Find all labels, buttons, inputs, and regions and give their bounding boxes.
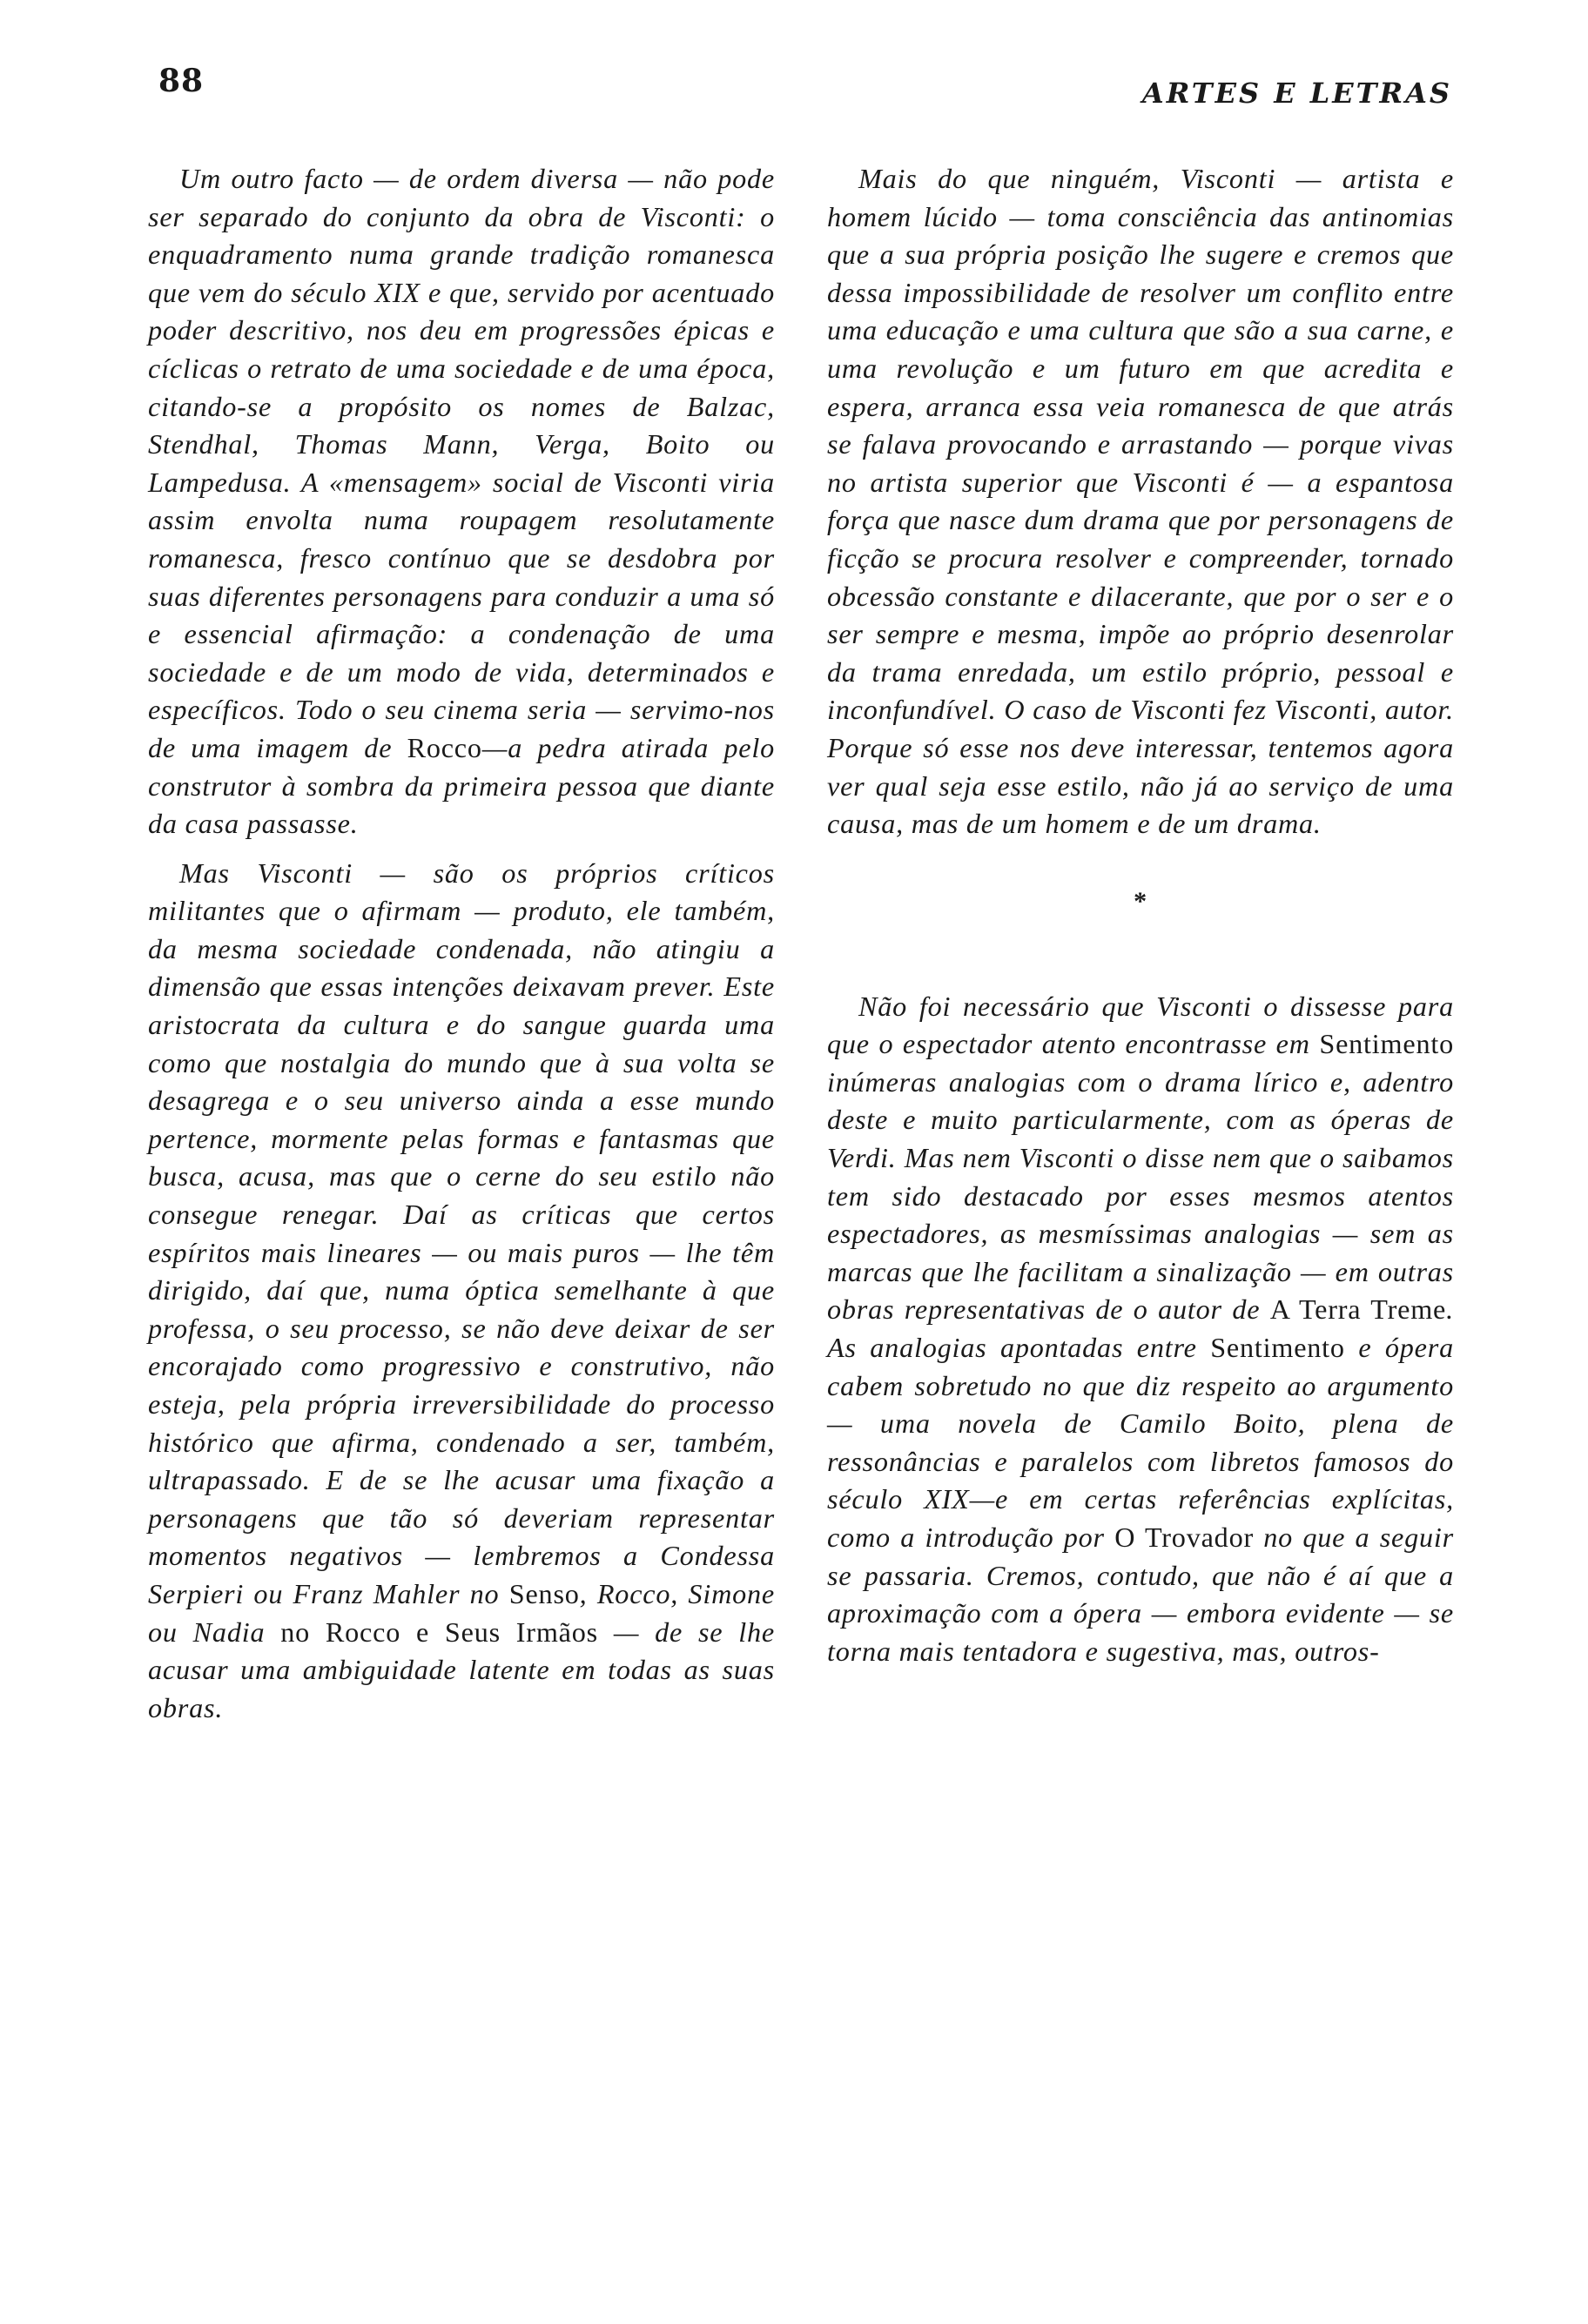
film-title: Rocco <box>407 731 482 763</box>
paragraph <box>148 855 775 1728</box>
text-run: e ópera cabem sobretudo no que diz respeito ao argumento — uma novela de Camilo Boito, plena de ressonâncias e paralelos com libretos famosos do século XIX—e em certas referências explícitas, como a introdução por <box>827 1332 1454 1553</box>
text-run: . As analogias apontadas entre <box>827 1293 1454 1364</box>
page-number: 88 <box>158 63 205 99</box>
film-title: no Rocco e Seus Irmãos <box>280 1615 598 1648</box>
text-run: inúmeras analogias com o drama lírico e, adentro deste e muito particularmente, com as óperas de Verdi. Mas nem Visconti o disse nem que o saibamos tem sido destacado por esses mesmos atentos espectadores, as mesmíssimas analogias — sem as marcas que lhe facilitam a sinalização — em outras obras representativas de o autor de <box>827 1065 1454 1326</box>
section-separator: * <box>1134 886 1147 916</box>
text-run: Um outro facto — de ordem diversa — não pode ser separado do conjunto da obra de Visconti: o enquadramento numa grande tradição romanesca que vem do século XIX e que, servido por acentuado poder descritivo, nos deu em progressões épicas e cíclicas o retrato de uma sociedade e de uma época, citando-se a propósito os nomes de Balzac, Stendhal, Thomas Mann, Verga, Boito ou Lampedusa. A «mensagem» social de Visconti viria assim envolta numa roupagem resolutamente romanesca, fresco contínuo que se desdobra por suas diferentes personagens para conduzir a uma só e essencial afirmação: a condenação de uma sociedade e de um modo de vida, determinados e específicos. Todo o seu cinema seria — servimo-nos de uma imagem de <box>148 163 775 763</box>
running-title: ARTES E LETRAS <box>1141 77 1452 110</box>
text-run: no que a seguir se passaria. Cremos, contudo, que não é aí que a aproximação com a ópera — embora evidente — se torna mais tentadora e sugestiva, mas, outros- <box>827 1521 1454 1667</box>
paragraph <box>148 160 775 843</box>
opera-title: O Trovador <box>1114 1521 1254 1553</box>
left-column <box>148 160 775 1727</box>
paragraph <box>827 988 1454 1671</box>
text-run: Mais do que ninguém, Visconti — artista e homem lúcido — toma consciência das antinomias que a sua própria posição lhe sugere e cremos que dessa impossibilidade de resolver um conflito entre uma educação e uma cultura que são a sua carne, e uma revolução e um futuro em que acredita e espera, arranca essa veia romanesca de que atrás se falava provocando e arrastando — porque vivas no artista superior que Visconti é — a espantosa força que nasce dum drama que por personagens de ficção se procura resolver e compreender, tornado obcessão constante e dilacerante, que por o ser e o ser sempre e mesma, impõe ao próprio desenrolar da trama enredada, um estilo próprio, pessoal e inconfundível. O caso de Visconti fez Visconti, autor. Porque só esse nos deve interessar, tentemos agora ver qual seja esse estilo, não já ao serviço de uma causa, mas de um homem e de um drama. <box>827 163 1454 840</box>
film-title: A Terra Treme <box>1269 1293 1447 1326</box>
film-title: Sentimento <box>1319 1028 1454 1060</box>
text-run: , Rocco, Simone ou Nadia <box>148 1577 775 1648</box>
film-title: Senso <box>508 1577 580 1609</box>
paragraph <box>827 160 1454 843</box>
text-run: —a pedra atirada pelo construtor à sombra da primeira pessoa que diante da casa passasse. <box>148 731 775 840</box>
text-run: Não foi necessário que Visconti o dissesse para que o espectador atento encontrasse em <box>827 990 1454 1060</box>
text-run: — de se lhe acusar uma ambiguidade latente em todas as suas obras. <box>148 1615 775 1723</box>
right-column <box>827 160 1454 1670</box>
film-title: Sentimento <box>1210 1332 1345 1364</box>
text-run: Mas Visconti — são os próprios críticos militantes que o afirmam — produto, ele também, da mesma sociedade condenada, não atingiu a dimensão que essas intenções deixavam prever. Este aristocrata da cultura e do sangue guarda uma como que nostalgia do mundo que à sua volta se desagrega e o seu universo ainda a esse mundo pertence, mormente pelas formas e fantasmas que busca, acusa, mas que o cerne do seu estilo não consegue renegar. Daí as críticas que certos espíritos mais lineares — ou mais puros — lhe têm dirigido, daí que, numa óptica semelhante à que professa, o seu processo, se não deve deixar de ser encorajado como progressivo e construtivo, não esteja, pela própria irreversibilidade do processo histórico que afirma, condenado a ser, também, ultrapassado. E de se lhe acusar uma fixação a personagens que tão só deveriam representar momentos negativos — lembremos a Condessa Serpieri ou Franz Mahler no <box>148 856 775 1609</box>
